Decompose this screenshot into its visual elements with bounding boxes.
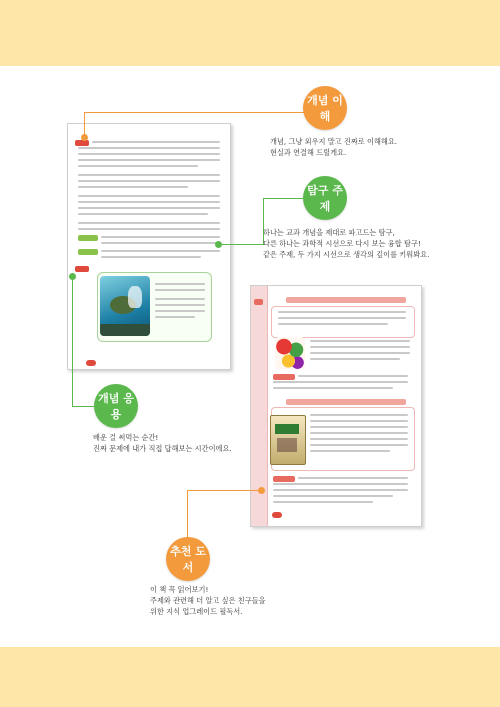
page-number-right xyxy=(272,512,282,518)
recommend-header-bar-2 xyxy=(286,399,406,405)
books-connector-dot xyxy=(258,487,265,494)
seabed-shape xyxy=(100,324,150,336)
sea-turtle-photo xyxy=(100,276,150,336)
application-tag xyxy=(75,266,89,272)
application-connector-dot xyxy=(69,273,76,280)
page-number-left xyxy=(86,360,96,366)
plastic-bag-shape xyxy=(128,286,142,308)
books-description: 이 책 꼭 읽어보기! 주제와 관련해 더 알고 싶은 친구들을 위한 지식 업그레이드 필독서. xyxy=(150,585,266,616)
inquiry-description: 하나는 교과 개념을 제대로 파고드는 탐구, 다른 하나는 과학적 시선으로 다시 보는 융합 탐구! 같은 주제, 두 가지 시선으로 생각의 깊이를 키워봐요. xyxy=(263,228,430,259)
bottom-banner xyxy=(0,647,500,707)
inquiry-connector-h1 xyxy=(263,198,303,199)
inquiry-connector-h2 xyxy=(218,244,264,245)
inquiry-connector-dot xyxy=(215,241,222,248)
application-badge: 개념 응용 xyxy=(94,384,138,428)
vegetable-illustration xyxy=(275,337,305,369)
application-connector-v xyxy=(72,276,73,406)
books-badge: 추천 도서 xyxy=(166,537,210,581)
inquiry-tag-2 xyxy=(78,249,98,255)
inquiry-badge: 탐구 주제 xyxy=(303,176,347,220)
concept-description: 개념, 그냥 외우지 말고 진짜로 이해해요. 현실과 연결해 드릴게요. xyxy=(270,137,398,157)
inquiry-tag-1 xyxy=(78,235,98,241)
concept-badge: 개념 이해 xyxy=(303,86,347,130)
concept-connector-v xyxy=(84,112,85,136)
application-connector-h xyxy=(72,406,94,407)
books-connector-h xyxy=(187,490,261,491)
top-banner xyxy=(0,0,500,66)
concept-connector-dot xyxy=(81,134,88,141)
concept-tag xyxy=(75,140,89,146)
concept-connector-h xyxy=(84,112,304,113)
application-description: 배운 걸 써먹는 순간! 진짜 문제에 내가 직접 답해보는 시간이에요. xyxy=(93,433,232,453)
book-cover xyxy=(270,415,306,465)
recommend-header-bar xyxy=(286,297,406,303)
